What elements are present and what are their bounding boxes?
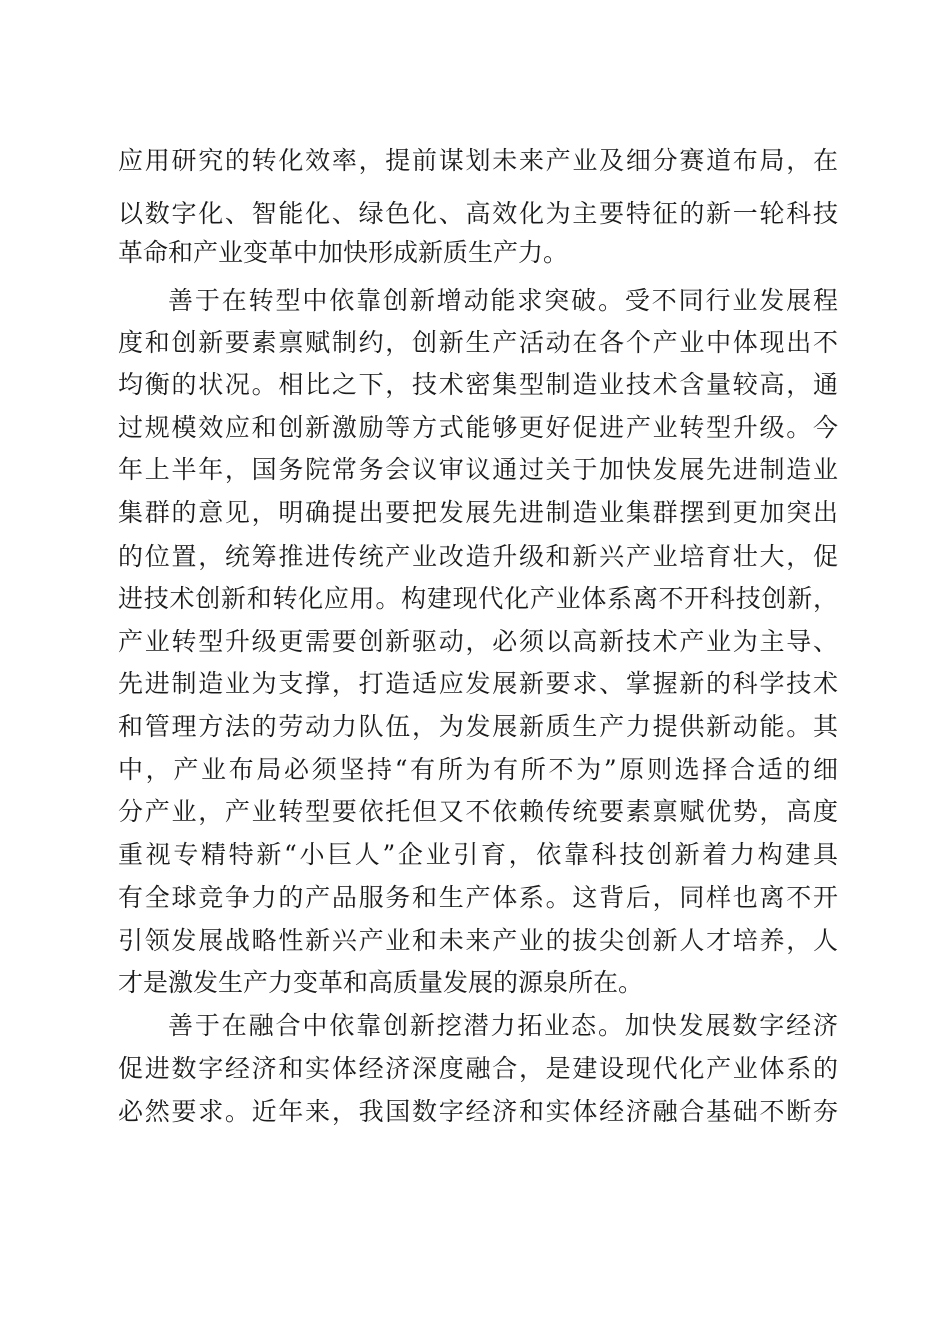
text-line: 有全球竞争力的产品服务和生产体系。这背后，同样也离不开 <box>118 883 838 912</box>
text-line: 产业转型升级更需要创新驱动，必须以高新技术产业为主导、 <box>118 627 838 656</box>
text-line: 度和创新要素禀赋制约，创新生产活动在各个产业中体现出不 <box>118 328 838 357</box>
text-line: 以数字化、智能化、绿色化、高效化为主要特征的新一轮科技 <box>118 199 838 228</box>
text-line: 均衡的状况。相比之下，技术密集型制造业技术含量较高，通 <box>118 370 838 399</box>
text-line: 才是激发生产力变革和高质量发展的源泉所在。 <box>118 968 644 997</box>
text-line: 和管理方法的劳动力队伍，为发展新质生产力提供新动能。其 <box>118 712 838 741</box>
text-line: 中，产业布局必须坚持“有所为有所不为”原则选择合适的细 <box>118 755 838 784</box>
text-line: 重视专精特新“小巨人”企业引育，依靠科技创新着力构建具 <box>118 840 838 869</box>
text-line: 应用研究的转化效率，提前谋划未来产业及细分赛道布局，在 <box>118 146 838 175</box>
text-line: 引领发展战略性新兴产业和未来产业的拔尖创新人才培养，人 <box>118 926 838 955</box>
text-line: 的位置，统筹推进传统产业改造升级和新兴产业培育壮大，促 <box>118 542 838 571</box>
text-line: 必然要求。近年来，我国数字经济和实体经济融合基础不断夯 <box>118 1097 838 1126</box>
text-line: 年上半年，国务院常务会议审议通过关于加快发展先进制造业 <box>118 455 838 484</box>
text-line: 过规模效应和创新激励等方式能够更好促进产业转型升级。今 <box>118 413 838 442</box>
text-line: 革命和产业变革中加快形成新质生产力。 <box>118 238 569 267</box>
text-line: 集群的意见，明确提出要把发展先进制造业集群摆到更加突出 <box>118 498 838 527</box>
text-line: 先进制造业为支撑，打造适应发展新要求、掌握新的科学技术 <box>118 669 838 698</box>
paragraph-first-line: 善于在转型中依靠创新增动能求突破。受不同行业发展程 <box>168 286 838 315</box>
paragraph-first-line: 善于在融合中依靠创新挖潜力拓业态。加快发展数字经济 <box>168 1011 838 1040</box>
text-line: 促进数字经济和实体经济深度融合，是建设现代化产业体系的 <box>118 1054 838 1083</box>
text-line: 进技术创新和转化应用。构建现代化产业体系离不开科技创新， <box>118 584 838 613</box>
text-line: 分产业，产业转型要依托但又不依赖传统要素禀赋优势，高度 <box>118 797 838 826</box>
